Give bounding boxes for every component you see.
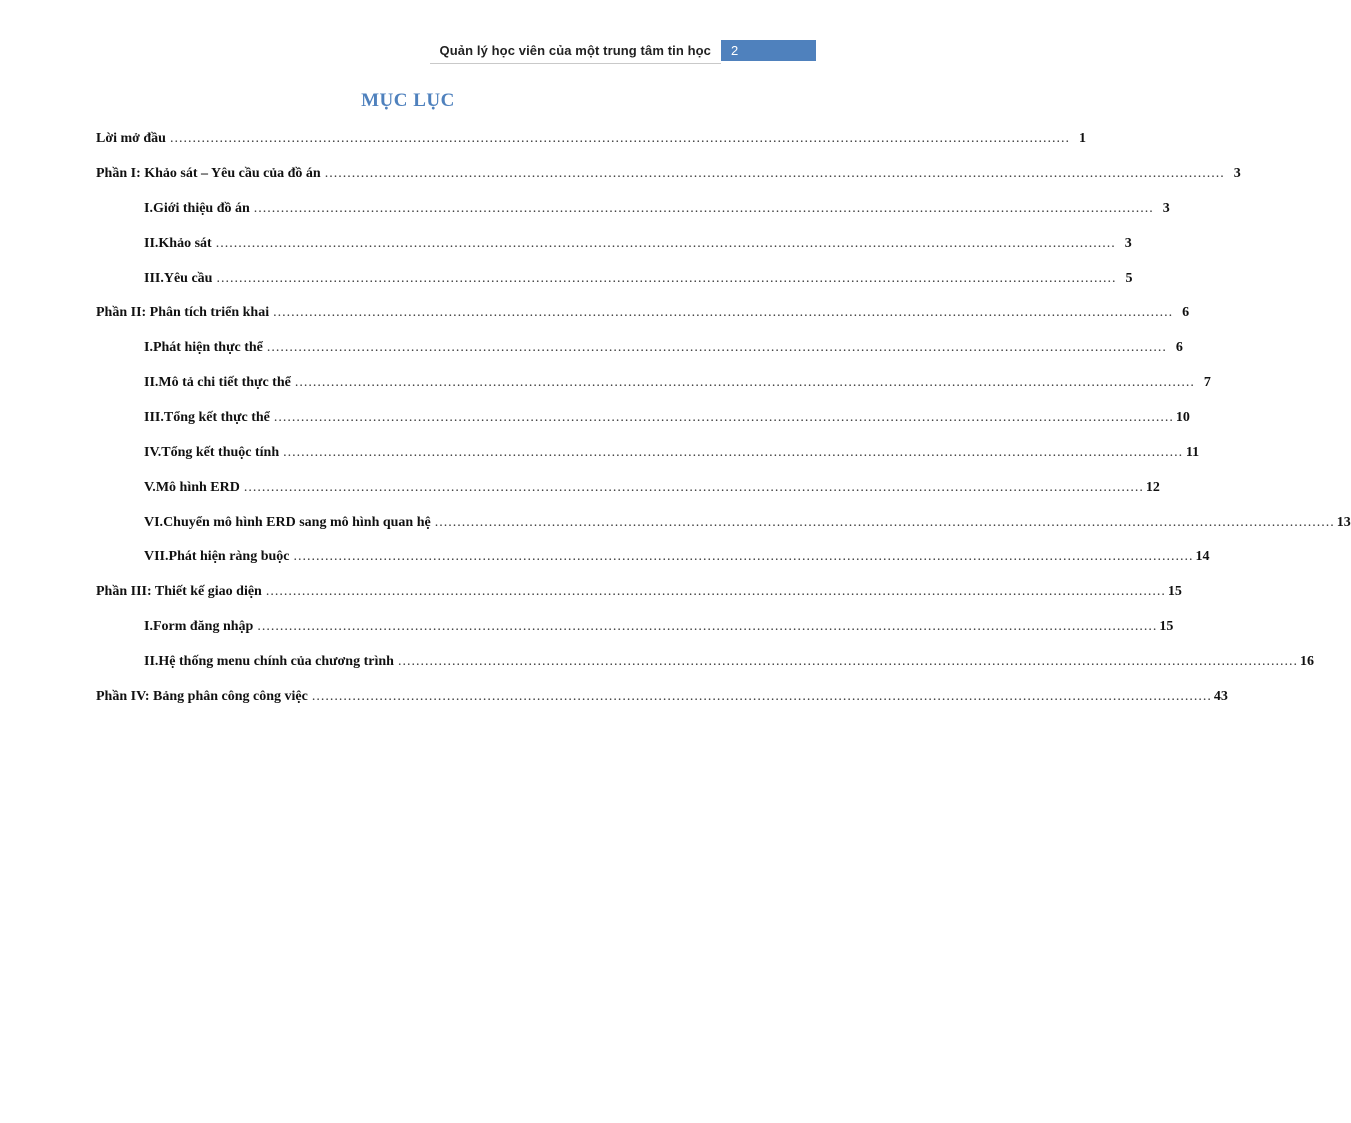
toc-entry-page: 6 xyxy=(1182,305,1190,320)
toc-leader: ........................................................................................................................................................................................................ xyxy=(273,305,1174,320)
toc-entry-label: Phần IV: Bảng phân công công việc xyxy=(96,689,308,704)
toc-entry-label: Hệ thống menu chính của chương trình xyxy=(158,654,394,669)
toc-entry-label: Tổng kết thuộc tính xyxy=(161,445,280,460)
toc-entry-label: Khảo sát xyxy=(158,236,212,251)
page-number-badge: 2 xyxy=(721,40,816,61)
toc-entry-label: Lời mở đầu xyxy=(96,131,166,146)
toc-entry[interactable] xyxy=(144,549,1210,569)
toc-entry-label: Phần II: Phân tích triển khai xyxy=(96,305,270,320)
toc-leader: ........................................................................................................................................................................................................ xyxy=(215,236,1116,251)
toc-entry[interactable] xyxy=(144,201,1170,221)
toc-leader: ........................................................................................................................................................................................................ xyxy=(434,515,1335,530)
toc-leader: ........................................................................................................................................................................................................ xyxy=(266,340,1167,355)
toc-entry[interactable] xyxy=(144,375,1211,395)
toc-entry[interactable] xyxy=(96,689,1228,709)
toc-leader: ........................................................................................................................................................................................................ xyxy=(293,549,1194,564)
toc-leader: ........................................................................................................................................................................................................ xyxy=(216,271,1117,286)
toc-entry-number: I. xyxy=(144,201,153,216)
toc-entry-label: Phát hiện ràng buộc xyxy=(168,549,290,564)
toc-entry-page: 1 xyxy=(1078,131,1086,146)
toc-entry-number: V. xyxy=(144,480,156,495)
toc-entry-number: VII. xyxy=(144,549,169,564)
toc-entry-label: Mô tả chi tiết thực thể xyxy=(158,375,291,390)
toc-entry-number: III. xyxy=(144,271,164,286)
header-divider xyxy=(430,63,721,64)
toc-leader: ........................................................................................................................................................................................................ xyxy=(169,131,1070,146)
toc-entry-number: II. xyxy=(144,654,159,669)
toc-entry-page: 14 xyxy=(1195,549,1210,564)
toc-leader: ........................................................................................................................................................................................................ xyxy=(243,480,1144,495)
toc-entry-label: Giới thiệu đồ án xyxy=(152,201,250,216)
toc-entry[interactable] xyxy=(144,654,1314,674)
toc-leader: ........................................................................................................................................................................................................ xyxy=(257,619,1158,634)
toc-entry-label: Phát hiện thực thể xyxy=(152,340,263,355)
toc-entry-page: 15 xyxy=(1159,619,1174,634)
toc-entry[interactable] xyxy=(144,236,1132,256)
toc-entry-page: 5 xyxy=(1125,271,1133,286)
toc-entry-page: 12 xyxy=(1145,480,1160,495)
toc-entry[interactable] xyxy=(144,340,1183,360)
toc-entry-number: IV. xyxy=(144,445,162,460)
toc-entry[interactable] xyxy=(96,131,1086,151)
toc-leader: ........................................................................................................................................................................................................ xyxy=(397,654,1298,669)
toc-entry-number: II. xyxy=(144,375,159,390)
toc-entry-number: I. xyxy=(144,619,153,634)
toc-leader: ........................................................................................................................................................................................................ xyxy=(283,445,1184,460)
toc-entry-page: 6 xyxy=(1175,340,1183,355)
toc-entry-page: 11 xyxy=(1185,445,1200,460)
toc-entry-page: 10 xyxy=(1175,410,1190,425)
toc-entry-label: Yêu cầu xyxy=(163,271,213,286)
toc-entry[interactable] xyxy=(96,305,1190,325)
toc-entry-page: 13 xyxy=(1336,515,1351,530)
toc-entry-label: Phần I: Khảo sát – Yêu cầu của đồ án xyxy=(96,166,321,181)
toc-entry[interactable] xyxy=(144,271,1133,291)
toc-entry-page: 15 xyxy=(1167,584,1182,599)
toc-entry-label: Tổng kết thực thể xyxy=(163,410,270,425)
toc-entry-label: Chuyển mô hình ERD sang mô hình quan hệ xyxy=(163,515,431,530)
toc-entry-number: VI. xyxy=(144,515,164,530)
toc-leader: ........................................................................................................................................................................................................ xyxy=(253,201,1154,216)
toc-entry-page: 3 xyxy=(1124,236,1132,251)
toc-leader: ........................................................................................................................................................................................................ xyxy=(324,166,1225,181)
page-header xyxy=(440,40,816,61)
toc-entry-page: 43 xyxy=(1213,689,1228,704)
header-title: Quản lý học viên của một trung tâm tin học xyxy=(439,43,711,58)
toc-entry[interactable] xyxy=(144,619,1174,639)
toc-leader: ........................................................................................................................................................................................................ xyxy=(265,584,1166,599)
toc-entry-label: Mô hình ERD xyxy=(155,480,240,495)
toc-entry[interactable] xyxy=(144,445,1200,465)
toc-entry-number: II. xyxy=(144,236,159,251)
toc-entry-page: 3 xyxy=(1162,201,1170,216)
toc-entry-page: 7 xyxy=(1203,375,1211,390)
toc-leader: ........................................................................................................................................................................................................ xyxy=(294,375,1195,390)
toc-leader: ........................................................................................................................................................................................................ xyxy=(311,689,1212,704)
toc-entry-page: 16 xyxy=(1299,654,1314,669)
toc-entry[interactable] xyxy=(96,584,1182,604)
toc-entry[interactable] xyxy=(96,166,1241,186)
toc-entry-number: I. xyxy=(144,340,153,355)
toc-entry[interactable] xyxy=(144,410,1190,430)
toc-entry-label: Phần III: Thiết kế giao diện xyxy=(96,584,262,599)
toc-leader: ........................................................................................................................................................................................................ xyxy=(273,410,1174,425)
toc-entry-label: Form đăng nhập xyxy=(152,619,254,634)
toc-entry[interactable] xyxy=(144,515,1351,535)
toc-title: MỤC LỤC xyxy=(361,90,455,111)
toc-entry[interactable] xyxy=(144,480,1160,500)
toc-entry-number: III. xyxy=(144,410,164,425)
toc-entry-page: 3 xyxy=(1233,166,1241,181)
